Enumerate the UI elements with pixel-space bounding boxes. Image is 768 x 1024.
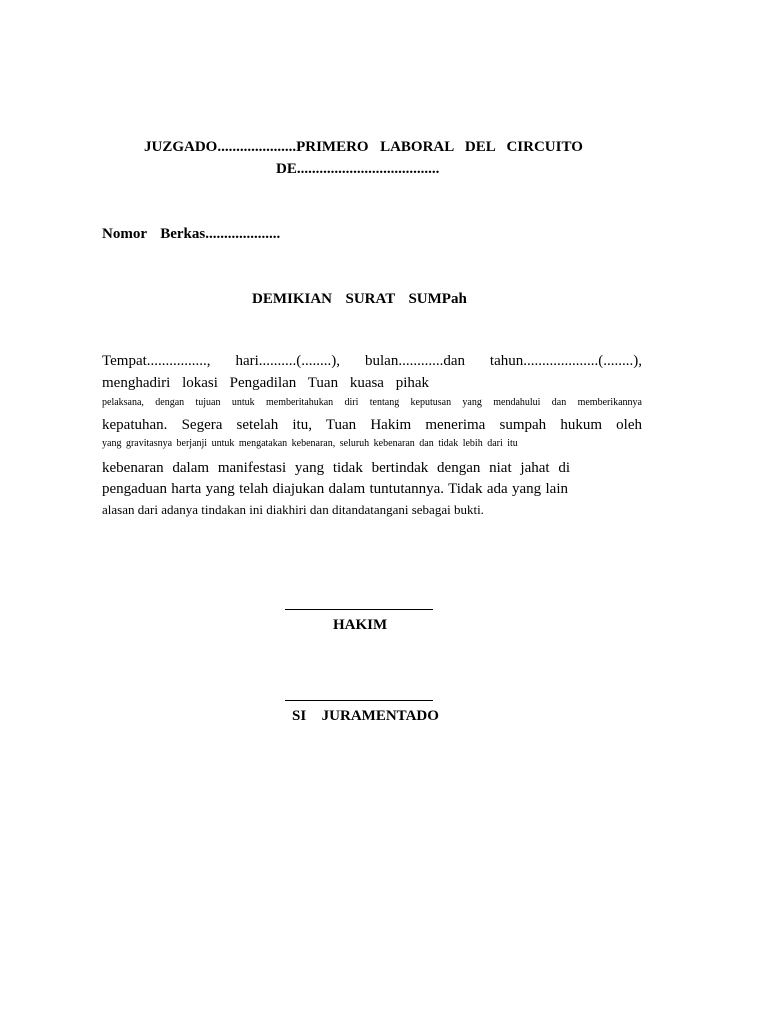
- sworn-signature-line: [285, 700, 433, 701]
- body-line-6: kebenaran dalam manifestasi yang tidak bertindak dengan niat jahat di: [102, 460, 570, 476]
- judge-signature-label: HAKIM: [333, 617, 388, 633]
- body-line-8: alasan dari adanya tindakan ini diakhiri dan ditandatangani sebagai bukti.: [102, 502, 484, 517]
- body-line-4: kepatuhan. Segera setelah itu, Tuan Hakim menerima sumpah hukum oleh: [102, 417, 642, 433]
- body-line-7: pengaduan harta yang telah diajukan dalam tuntutannya. Tidak ada yang lain: [102, 481, 568, 497]
- court-location-line: DE......................................: [276, 161, 440, 177]
- sworn-signature-label: SI JURAMENTADO: [292, 708, 439, 724]
- body-line-5: yang gravitasnya berjanji untuk mengatakan kebenaran, seluruh kebenaran dan tidak lebih dari itu: [102, 438, 518, 449]
- judge-signature-line: [285, 609, 433, 610]
- body-line-2: menghadiri lokasi Pengadilan Tuan kuasa pihak: [102, 375, 430, 391]
- body-line-1: Tempat................, hari..........(........), bulan............dan tahun....................(........),: [102, 353, 642, 369]
- case-number: Nomor Berkas....................: [102, 226, 281, 242]
- court-name-line: JUZGADO.....................PRIMERO LABORAL DEL CIRCUITO: [144, 139, 583, 155]
- body-line-3: pelaksana, dengan tujuan untuk memberitahukan diri tentang keputusan yang mendahului dan memberikannya: [102, 397, 642, 408]
- document-title: DEMIKIAN SURAT SUMPah: [252, 291, 467, 307]
